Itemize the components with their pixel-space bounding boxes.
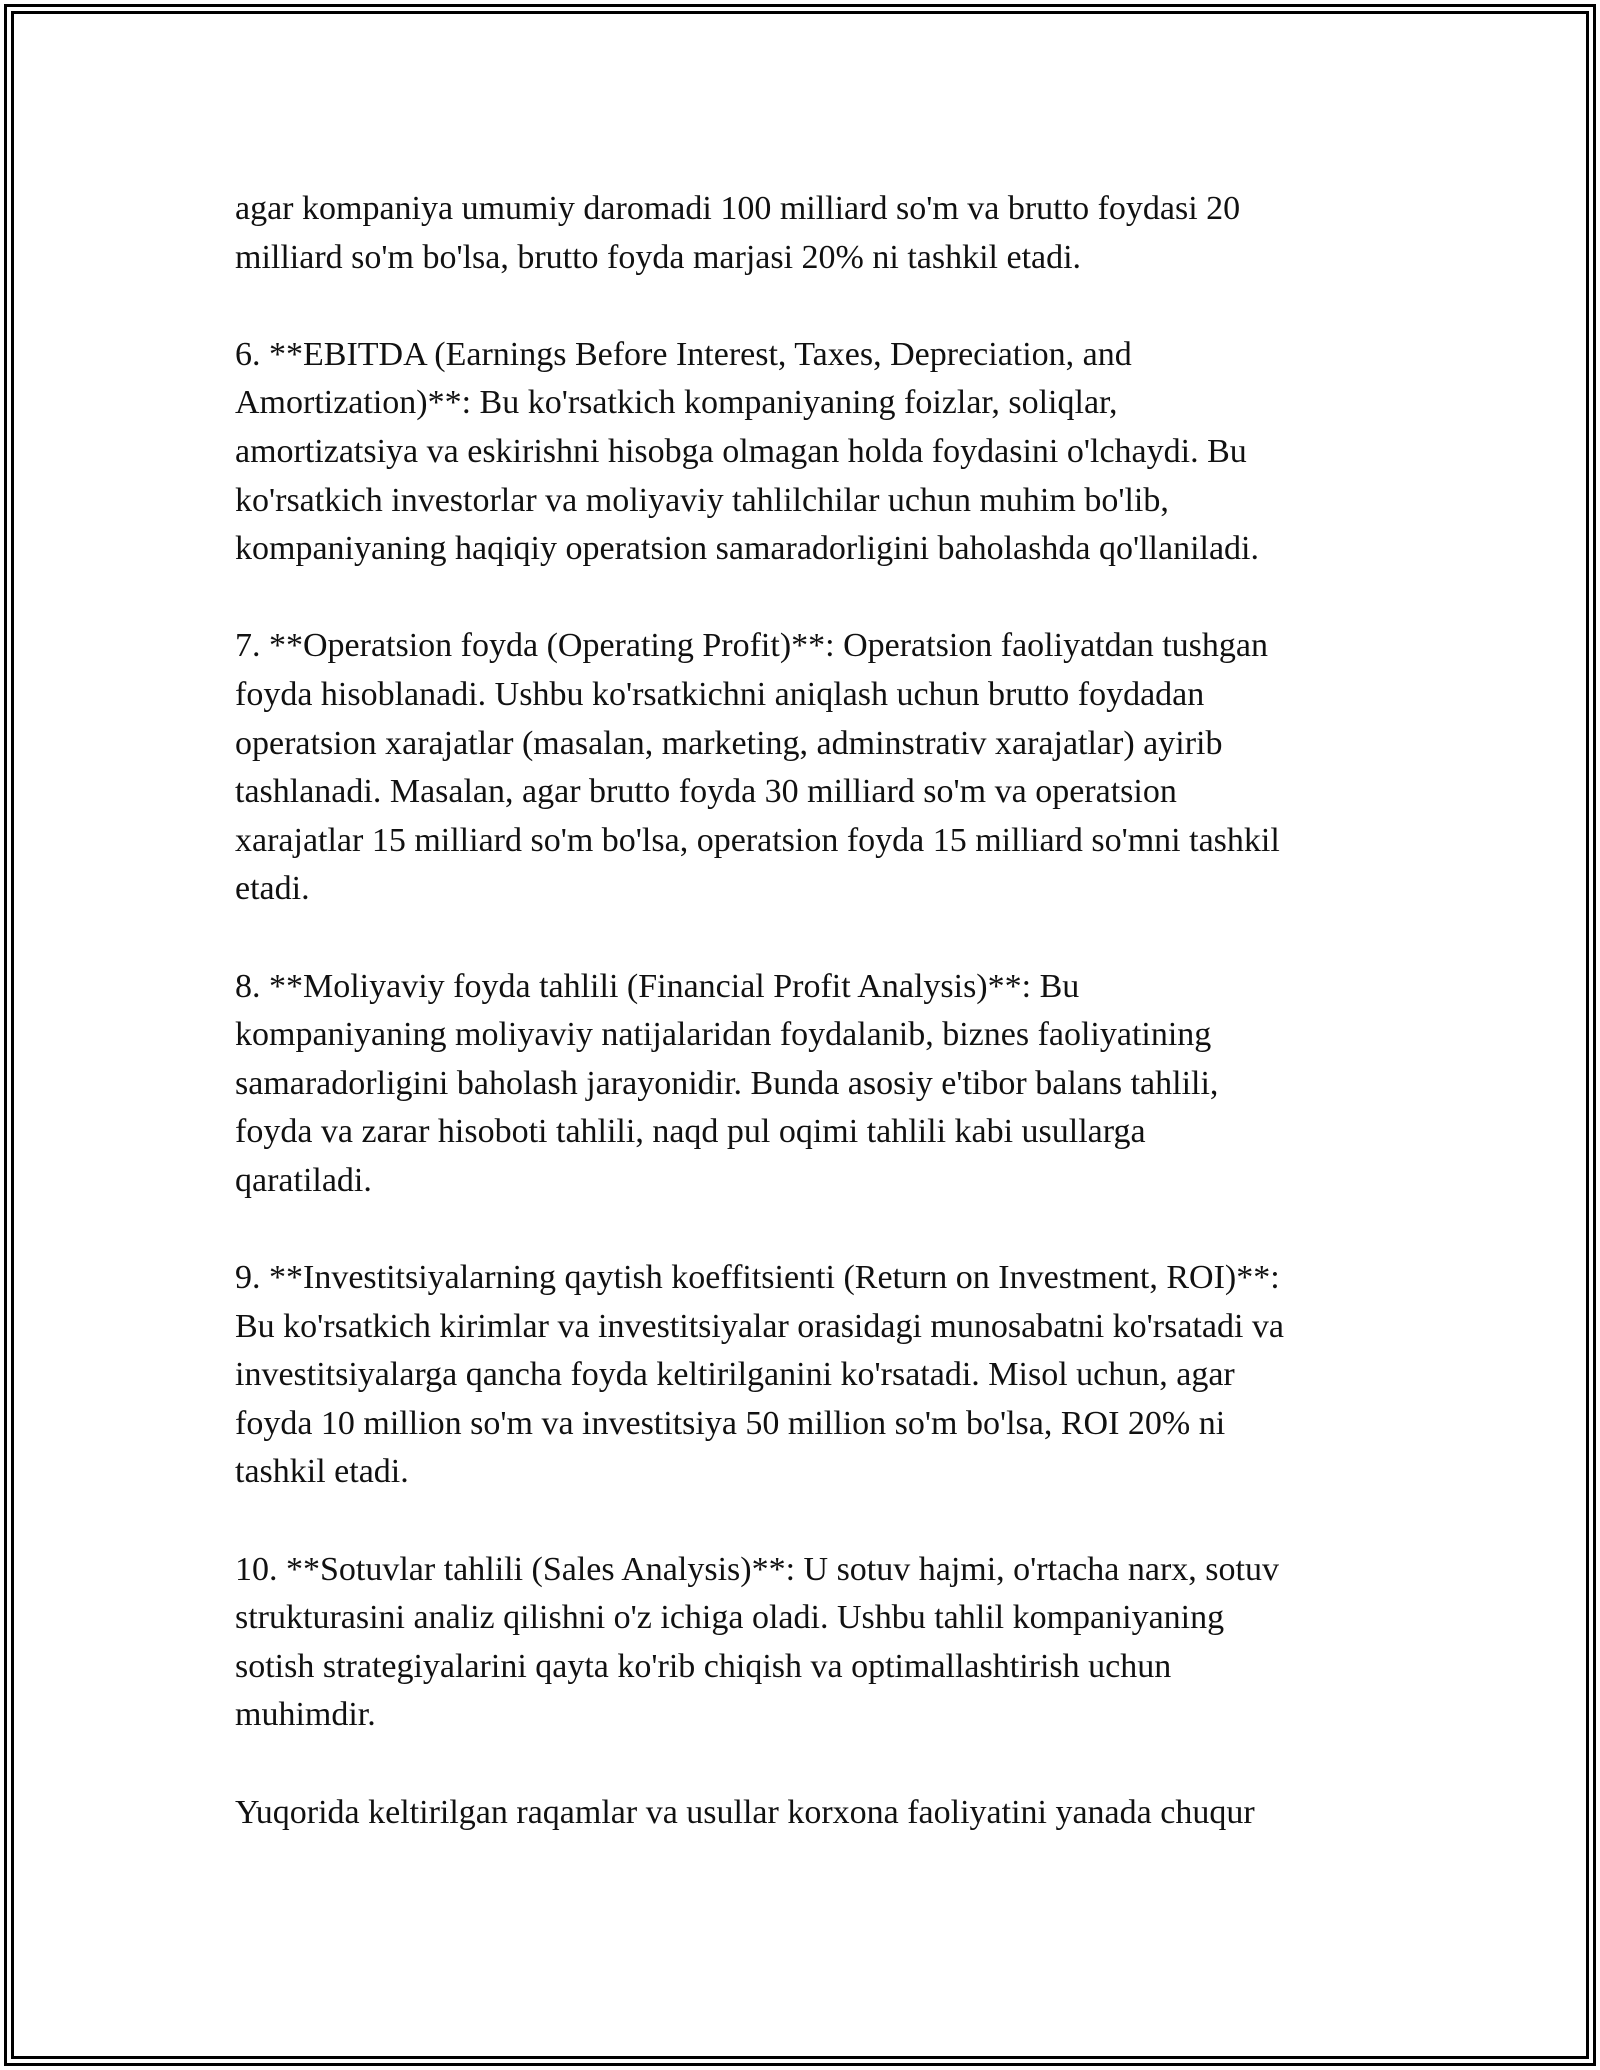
paragraph-sales-analysis: 10. **Sotuvlar tahlili (Sales Analysis)**: U sotuv hajmi, o'rtacha narx, sotuv strukturasini analiz qilishni o'z ichiga oladi. Ushbu tahlil kompaniyaning sotish strategiyalarini qayta ko'rib chiqish va optimallashtirish uchun muhimdir. <box>235 1550 1279 1734</box>
paragraph-gross-margin-example: agar kompaniya umumiy daromadi 100 milliard so'm va brutto foydasi 20 milliard so'm bo'lsa, brutto foyda marjasi 20% ni tashkil etadi. <box>235 190 1241 276</box>
paragraph-ebitda: 6. **EBITDA (Earnings Before Interest, Taxes, Depreciation, and Amortization)**: Bu ko'rsatkich kompaniyaning foizlar, soliqlar, amortizatsiya va eskirishni hisobga olmagan holda foydasini o'lchaydi. Bu ko'rsatkich investorlar va moliyaviy tahlilchilar uchun muhim bo'lib, kompaniyaning haqiqiy operatsion samaradorligini baholashda qo'llaniladi. <box>235 335 1260 568</box>
document-body <box>235 185 1375 1837</box>
paragraph-conclusion: Yuqorida keltirilgan raqamlar va usullar korxona faoliyatini yanada chuqur <box>235 1793 1255 1831</box>
paragraph-financial-profit-analysis: 8. **Moliyaviy foyda tahlili (Financial Profit Analysis)**: Bu kompaniyaning moliyaviy natijalaridan foydalanib, biznes faoliyatining samaradorligini baholash jarayonidir. Bunda asosiy e'tibor balans tahlili, foyda va zarar hisoboti tahlili, naqd pul oqimi tahlili kabi usullarga qaratiladi. <box>235 967 1219 1199</box>
paragraph-operating-profit: 7. **Operatsion foyda (Operating Profit)**: Operatsion faoliyatdan tushgan foyda hisoblanadi. Ushbu ko'rsatkichni aniqlash uchun brutto foydadan operatsion xarajatlar (masalan, marketing, adminstrativ xarajatlar) ayirib tashlanadi. Masalan, agar brutto foyda 30 milliard so'm va operatsion xarajatlar 15 milliard so'm bo'lsa, operatsion foyda 15 milliard so'mni tashkil etadi. <box>235 627 1280 908</box>
paragraph-roi: 9. **Investitsiyalarning qaytish koeffitsienti (Return on Investment, ROI)**: Bu ko'rsatkich kirimlar va investitsiyalar orasidagi munosabatni ko'rsatadi va investitsiyalarga qancha foyda keltirilganini ko'rsatadi. Misol uchun, agar foyda 10 million so'm va investitsiya 50 million so'm bo'lsa, ROI 20% ni tashkil etadi. <box>235 1259 1285 1491</box>
